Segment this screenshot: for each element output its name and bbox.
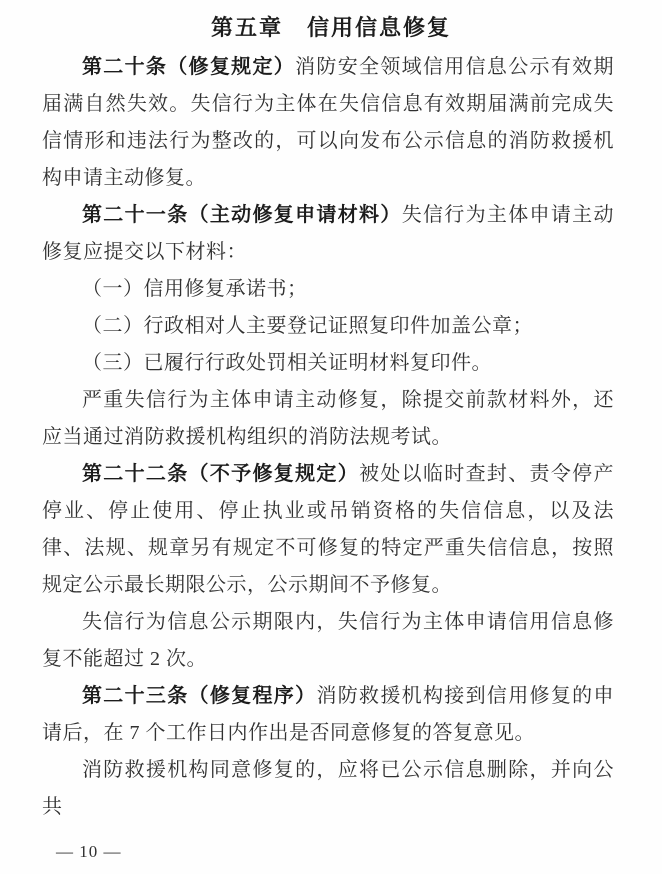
article-22-heading: 第二十二条（不予修复规定）: [82, 463, 360, 485]
paragraph-text: 严重失信行为主体申请主动修复，除提交前款材料外，还应当通过消防救援机构组织的消防法规考试。: [42, 389, 614, 448]
paragraph-article-21: [42, 197, 614, 271]
page-footer: [56, 842, 122, 862]
list-item-1: [42, 271, 614, 308]
paragraph-deletion: [42, 752, 614, 826]
article-20-heading: 第二十条（修复规定）: [82, 56, 296, 78]
article-21-heading: 第二十一条（主动修复申请材料）: [82, 204, 402, 226]
list-item-2: [42, 308, 614, 345]
paragraph-text: 消防救援机构接到信用修复的申请后，在 7 个工作日内作出是否同意修复的答复意见。: [42, 685, 614, 744]
paragraph-article-23: [42, 678, 614, 752]
chapter-title: 第五章 信用信息修复: [210, 15, 451, 40]
paragraph-text: 被处以临时查封、责令停产停业、停止使用、停止执业或吊销资格的失信信息，以及法律、法规、规章另有规定不可修复的特定严重失信信息，按照规定公示最长期限公示，公示期间不予修复。: [42, 463, 614, 596]
page-number: — 10 —: [56, 842, 122, 861]
paragraph-text: 失信行为信息公示期限内，失信行为主体申请信用信息修复不能超过 2 次。: [42, 611, 614, 670]
document-body: [0, 43, 662, 826]
paragraph-text: 失信行为主体申请主动修复应提交以下材料：: [42, 204, 614, 263]
article-23-heading: 第二十三条（修复程序）: [82, 685, 317, 707]
paragraph-article-22: [42, 456, 614, 604]
paragraph-text: （二）行政相对人主要登记证照复印件加盖公章；: [82, 315, 533, 337]
paragraph-text: 消防安全领域信用信息公示有效期届满自然失效。失信行为主体在失信信息有效期届满前完成失信情形和违法行为整改的，可以向发布公示信息的消防救援机构申请主动修复。: [42, 56, 614, 189]
paragraph-text: （三）已履行行政处罚相关证明材料复印件。: [82, 352, 492, 374]
paragraph-exam-requirement: [42, 382, 614, 456]
paragraph-text: （一）信用修复承诺书；: [82, 278, 308, 300]
paragraph-text: 消防救援机构同意修复的，应将已公示信息删除，并向公共: [42, 759, 614, 818]
list-item-3: [42, 345, 614, 382]
paragraph-repair-limit: [42, 604, 614, 678]
paragraph-article-20: [42, 49, 614, 197]
